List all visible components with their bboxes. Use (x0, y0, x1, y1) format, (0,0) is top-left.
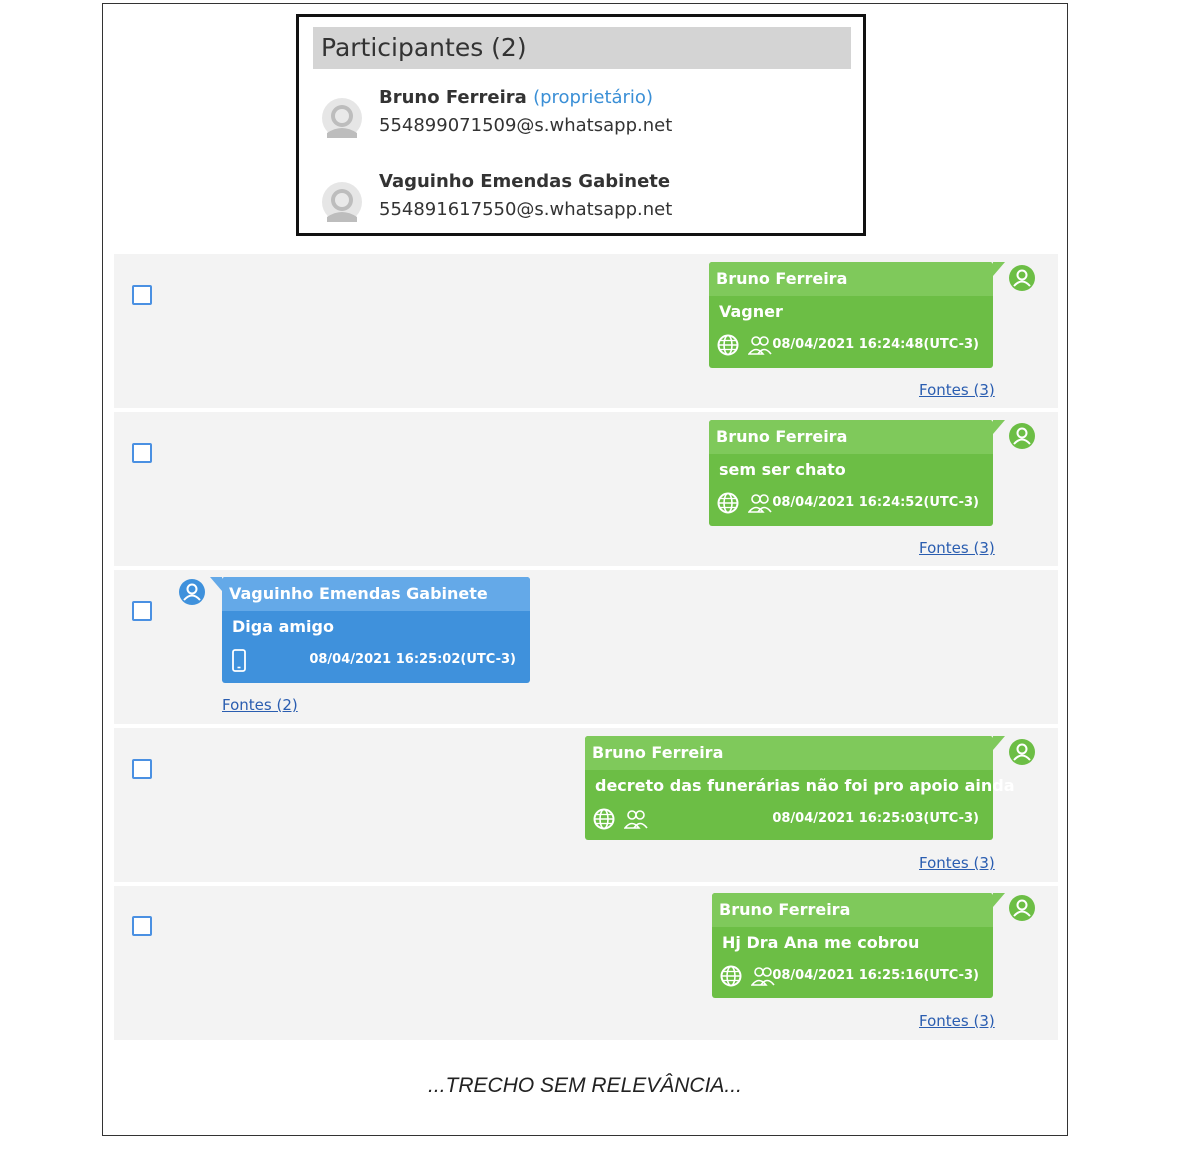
globe-icon (717, 492, 739, 514)
message-text: decreto das funerárias não foi pro apoio ainda (595, 776, 1015, 795)
bubble-tail (993, 262, 1005, 276)
participant-role: (proprietário) (533, 87, 653, 108)
message-timestamp: 08/04/2021 16:25:16(UTC-3) (772, 968, 979, 983)
participant-item (321, 171, 851, 231)
omitted-section-note: ...TRECHO SEM RELEVÂNCIA... (428, 1074, 742, 1097)
user-icon (1008, 894, 1036, 922)
participant-item (321, 87, 851, 147)
participant-id: 554899071509@s.whatsapp.net (379, 115, 673, 136)
message-timestamp: 08/04/2021 16:24:52(UTC-3) (772, 495, 979, 510)
message-checkbox[interactable] (132, 601, 152, 621)
group-icon (748, 334, 772, 356)
bubble-tail (993, 736, 1005, 750)
message-text: sem ser chato (719, 460, 846, 479)
user-icon (1008, 738, 1036, 766)
message-timestamp: 08/04/2021 16:25:02(UTC-3) (309, 652, 516, 667)
participants-box (296, 14, 866, 236)
bubble-tail (993, 420, 1005, 434)
message-text: Hj Dra Ana me cobrou (722, 933, 920, 952)
user-icon (1008, 264, 1036, 292)
group-icon (624, 808, 648, 830)
message-sender: Bruno Ferreira (709, 262, 993, 296)
globe-icon (720, 965, 742, 987)
message-checkbox[interactable] (132, 443, 152, 463)
sources-link[interactable]: Fontes (3) (919, 539, 995, 557)
user-icon (178, 578, 206, 606)
message-text: Vagner (719, 302, 783, 321)
message-timestamp: 08/04/2021 16:24:48(UTC-3) (772, 337, 979, 352)
message-row (114, 254, 1058, 408)
message-bubble (712, 893, 993, 998)
bubble-tail (210, 577, 222, 591)
sources-link[interactable]: Fontes (3) (919, 381, 995, 399)
sources-link[interactable]: Fontes (2) (222, 696, 298, 714)
message-checkbox[interactable] (132, 285, 152, 305)
participant-id: 554891617550@s.whatsapp.net (379, 199, 673, 220)
message-row (114, 728, 1058, 882)
message-row (114, 886, 1058, 1040)
bubble-tail (993, 893, 1005, 907)
message-sender: Bruno Ferreira (712, 893, 993, 927)
sources-link[interactable]: Fontes (3) (919, 1012, 995, 1030)
sources-link[interactable]: Fontes (3) (919, 854, 995, 872)
avatar-placeholder-icon (321, 97, 363, 139)
participant-name: Vaguinho Emendas Gabinete (379, 171, 671, 192)
message-checkbox[interactable] (132, 916, 152, 936)
avatar-placeholder-icon (321, 181, 363, 223)
message-sender: Vaguinho Emendas Gabinete (222, 577, 530, 611)
message-sender: Bruno Ferreira (709, 420, 993, 454)
user-icon (1008, 422, 1036, 450)
message-bubble (585, 736, 1015, 840)
phone-icon (230, 649, 248, 673)
globe-icon (593, 808, 615, 830)
participants-title: Participantes (2) (313, 27, 851, 69)
message-timestamp: 08/04/2021 16:25:03(UTC-3) (772, 811, 979, 826)
message-row (114, 570, 1058, 724)
message-bubble (222, 577, 530, 683)
participant-name: Bruno Ferreira (proprietário) (379, 87, 653, 108)
message-sender: Bruno Ferreira (585, 736, 993, 770)
message-bubble (709, 262, 993, 368)
globe-icon (717, 334, 739, 356)
group-icon (748, 492, 772, 514)
message-bubble (709, 420, 993, 526)
message-text: Diga amigo (232, 617, 334, 636)
message-checkbox[interactable] (132, 759, 152, 779)
message-row (114, 412, 1058, 566)
